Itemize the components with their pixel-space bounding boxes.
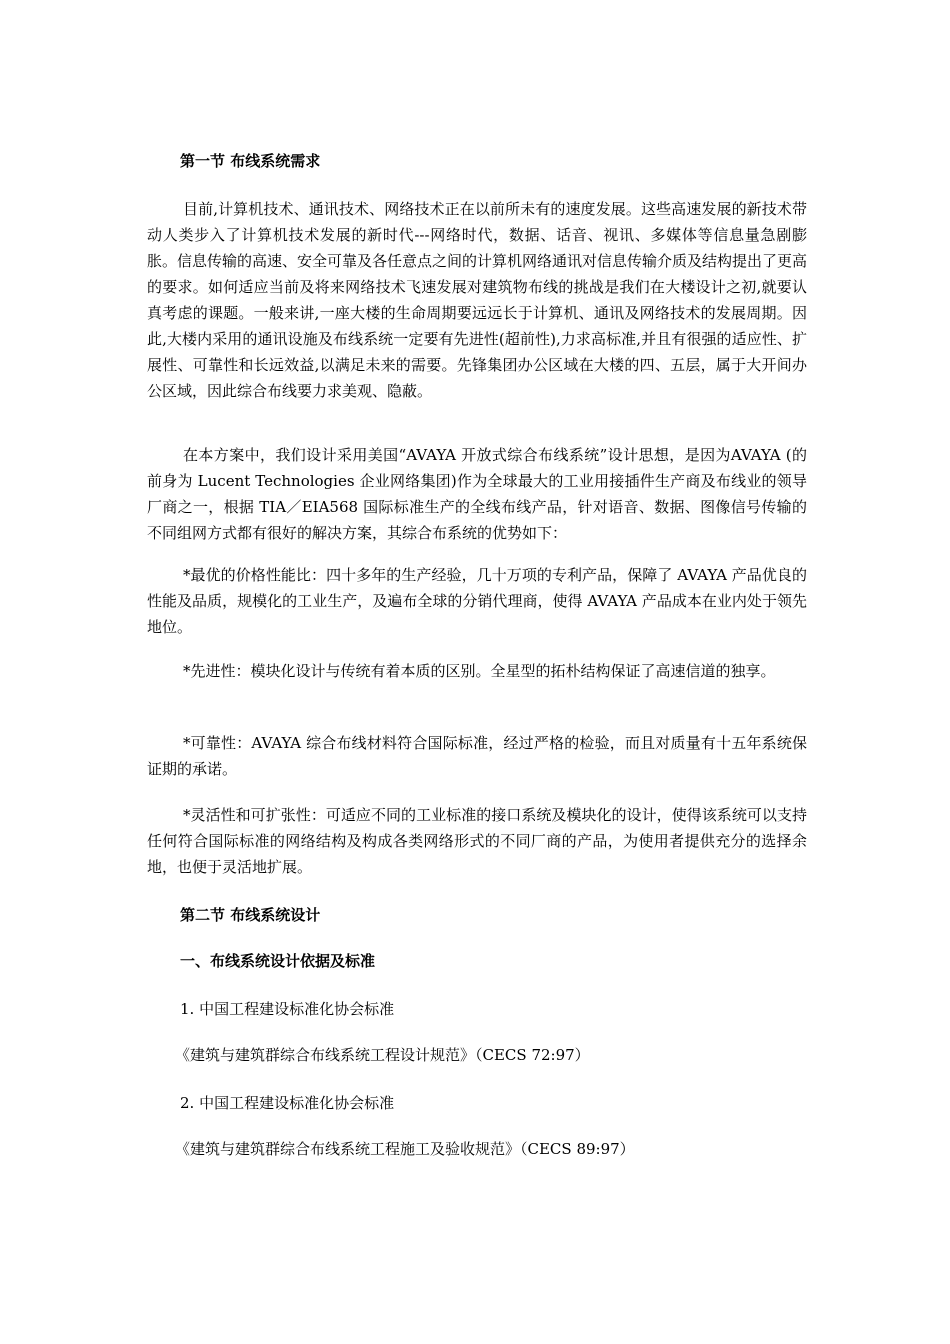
standard-item-2: 2. 中国工程建设标准化协会标准 — [180, 1094, 395, 1112]
section1-paragraph-1: 目前,计算机技术、通讯技术、网络技术正在以前所未有的速度发展。这些高速发展的新技术带动人类步入了计算机技术发展的新时代---网络时代，数据、话音、视讯、多媒体等信息量急剧膨胀。信息传输的高速、安全可靠及各任意点之间的计算机网络通讯对信息传输介质及结构提出了更高的要求。如何适应当前及将来网络技术飞速发展对建筑物布线的挑战是我们在大楼设计之初,就要认真考虑的课题。一般来讲,一座大楼的生命周期要远远长于计算机、通讯及网络技术的发展周期。因此,大楼内采用的通讯设施及布线系统一定要有先进性(超前性),力求高标准,并且有很强的适应性、扩展性、可靠性和长远效益,以满足未来的需要。先锋集团办公区域在大楼的四、五层，属于大开间办公区域，因此综合布线要力求美观、隐蔽。 — [147, 200, 808, 400]
advantage-reliability: *可靠性：AVAYA 综合布线材料符合国际标准，经过严格的检验，而且对质量有十五年系统保证期的承诺。 — [147, 734, 807, 778]
standard-item-1-document: 《建筑与建筑群综合布线系统工程设计规范》（CECS 72:97） — [175, 1046, 590, 1064]
section2-subtitle: 一、布线系统设计依据及标准 — [180, 952, 376, 970]
standard-item-1: 1. 中国工程建设标准化协会标准 — [180, 1000, 395, 1018]
section1-title: 第一节 布线系统需求 — [180, 152, 321, 170]
advantage-advanced: *先进性：模块化设计与传统有着本质的区别。全星型的拓朴结构保证了高速信道的独享。 — [183, 662, 776, 680]
section1-paragraph-2: 在本方案中，我们设计采用美国“AVAYA 开放式综合布线系统”设计思想，是因为AVAYA (的前身为 Lucent Technologies 企业网络集团)作为全球最大的工业用接插件生产商及布线业的领导厂商之一，根据 TIA／EIA568 国际标准生产的全线布线产品，针对语音、数据、图像信号传输的不同组网方式都有很好的解决方案，其综合布系统的优势如下： — [147, 446, 807, 542]
advantage-flexibility: *灵活性和可扩张性：可适应不同的工业标准的接口系统及模块化的设计，使得该系统可以支持任何符合国际标准的网络结构及构成各类网络形式的不同厂商的产品，为使用者提供充分的选择余地，也便于灵活地扩展。 — [147, 806, 807, 876]
standard-item-2-document: 《建筑与建筑群综合布线系统工程施工及验收规范》（CECS 89:97） — [175, 1140, 635, 1158]
section2-title: 第二节 布线系统设计 — [180, 906, 321, 924]
advantage-price-performance: *最优的价格性能比：四十多年的生产经验，几十万项的专利产品，保障了 AVAYA 产品优良的性能及品质，规模化的工业生产，及遍布全球的分销代理商，使得 AVAYA 产品成本在业内处于领先地位。 — [147, 566, 807, 636]
